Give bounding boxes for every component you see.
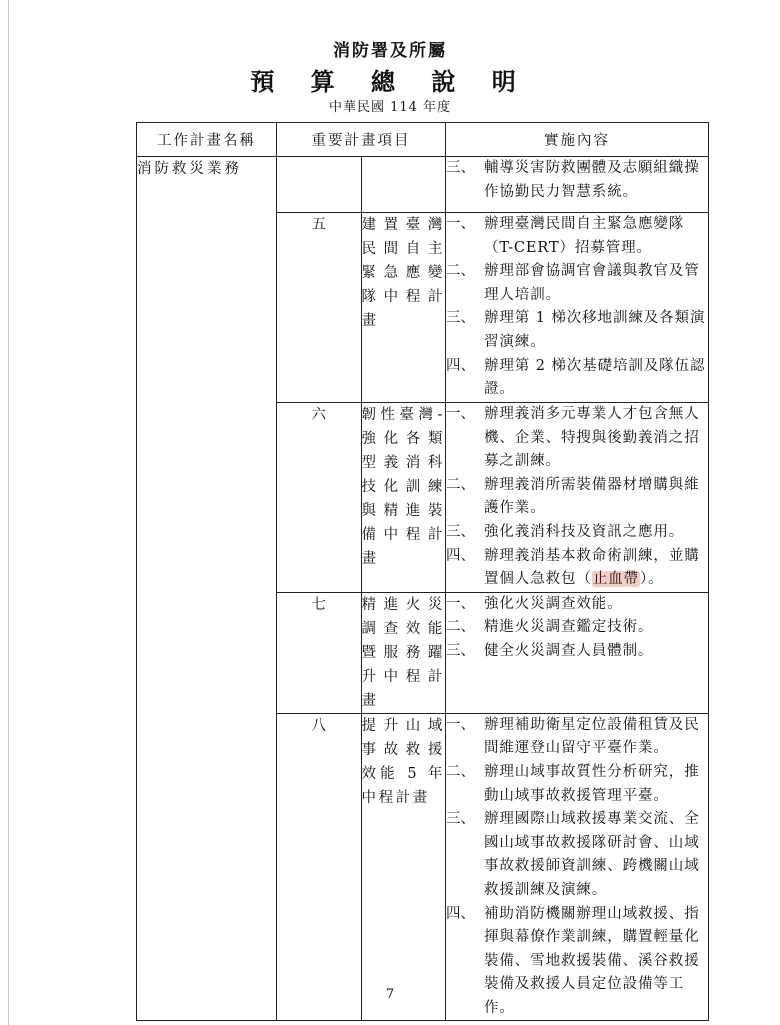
budget-table <box>136 122 709 1021</box>
list-item: 一、 強化火災調查效能。 <box>446 595 623 612</box>
fiscal-year: 中華民國 114 年度 <box>328 100 452 115</box>
impl-cell <box>446 713 709 1021</box>
page-edge <box>8 0 9 1025</box>
list-item: 一、 辦理補助衛星定位設備租賃及民間維運登山留守平臺作業。 <box>446 716 700 757</box>
impl-cell <box>446 213 709 403</box>
list-item: 三、 辦理國際山域救援專業交流、全國山域事故救援隊研討會、山域事故救援師資訓練、跨機關山域救援訓練及演練。 <box>446 811 700 898</box>
list-item: 四、 辦理第 2 梯次基礎培訓及隊伍認證。 <box>446 357 706 398</box>
page-number: 7 <box>385 987 395 1002</box>
col-header-implementation: 實施內容 <box>446 123 709 157</box>
item-name-cell: 建置臺灣民間自主緊急應變隊中程計畫 <box>361 213 446 403</box>
impl-cell <box>446 403 709 593</box>
list-item: 三、 輔導災害防救團體及志願組織操作協勤民力智慧系統。 <box>446 160 700 200</box>
item-no-cell: 五 <box>277 213 362 403</box>
item-no-cell: 七 <box>277 592 362 713</box>
item-no-cell: 六 <box>277 403 362 593</box>
item-no-cell: 八 <box>277 713 362 1021</box>
impl-cell <box>446 592 709 713</box>
work-plan-cell: 消防救災業務 <box>137 157 277 1021</box>
list-item: 四、 辦理義消基本救命術訓練，並購置個人急救包（止血帶）。 <box>446 547 700 588</box>
item-name-cell: 提升山域事故救援效能 5 年中程計畫 <box>361 713 446 1021</box>
list-item: 三、 強化義消科技及資訊之應用。 <box>446 523 685 540</box>
highlighted-term: 止血帶 <box>592 571 640 588</box>
list-item: 四、 補助消防機關辦理山域救援、指揮與幕僚作業訓練，購置輕量化裝備、雪地救援裝備、溪谷救援裝備及救援人員定位設備等工作。 <box>446 905 700 1016</box>
list-item: 二、 辦理義消所需裝備器材增購與維護作業。 <box>446 476 700 517</box>
list-item: 一、 辦理義消多元專業人才包含無人機、企業、特搜與後勤義消之招募之訓練。 <box>446 406 700 470</box>
col-header-work-plan: 工作計畫名稱 <box>137 123 277 157</box>
list-item: 三、 健全火災調查人員體制。 <box>446 642 654 659</box>
item-name-cell: 韌性臺灣-強化各類型義消科技化訓練與精進裝備中程計畫 <box>361 403 446 593</box>
item-name-cell: 精進火災調查效能暨服務躍升中程計畫 <box>361 592 446 713</box>
table-header-row <box>137 123 709 157</box>
list-item: 二、 辦理部會協調官會議與教官及管理人培訓。 <box>446 263 700 303</box>
list-item: 一、 辦理臺灣民間自主緊急應變隊（T-CERT）招募管理。 <box>446 216 685 256</box>
impl-cell <box>446 157 709 213</box>
list-item: 二、 辦理山域事故質性分析研究，推動山域事故救援管理平臺。 <box>446 763 700 804</box>
list-item: 二、 精進火災調查鑑定技術。 <box>446 619 654 636</box>
item-name-cell <box>361 157 446 213</box>
item-no-cell <box>277 157 362 213</box>
table-row <box>137 157 709 213</box>
col-header-key-items: 重要計畫項目 <box>277 123 446 157</box>
document-title: 預 算 總 說 明 <box>250 67 530 96</box>
agency-title: 消防署及所屬 <box>333 41 447 61</box>
list-item: 三、 辦理第 1 梯次移地訓練及各類演習演練。 <box>446 310 706 350</box>
